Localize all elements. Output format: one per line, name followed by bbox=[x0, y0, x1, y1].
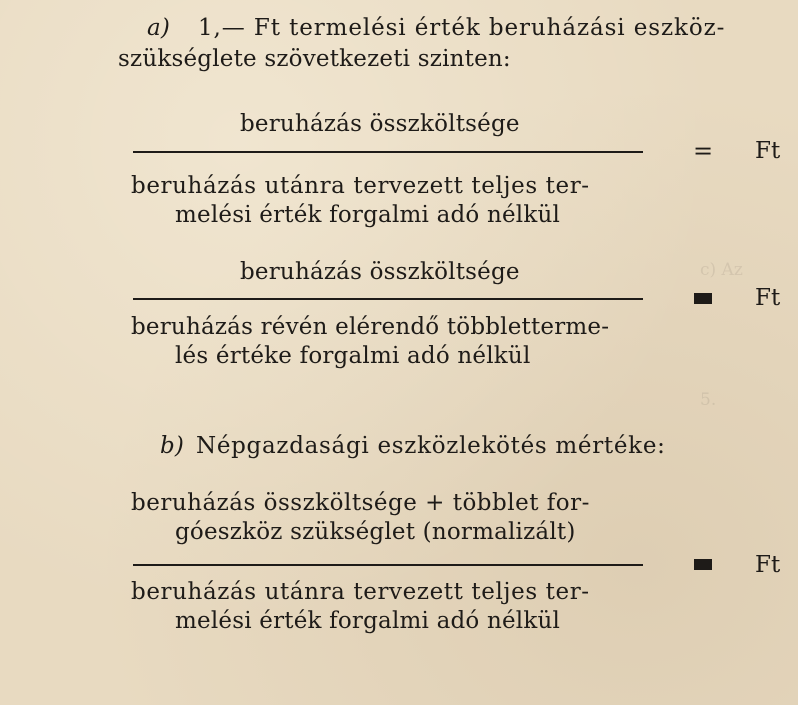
fraction3-numerator-line1: beruházás összköltsége + többlet for- bbox=[131, 490, 590, 516]
fraction2-denominator-line1: beruházás révén elérendő többletterme- bbox=[131, 314, 610, 340]
fraction3-unit: Ft bbox=[755, 552, 781, 578]
fraction1-unit: Ft bbox=[755, 138, 781, 164]
fraction1-bar bbox=[133, 151, 643, 153]
fraction1-denominator-line1: beruházás utánra tervezett teljes ter- bbox=[131, 173, 590, 199]
fraction1-numerator: beruházás összköltsége bbox=[240, 111, 520, 137]
fraction3-denominator-line2: melési érték forgalmi adó nélkül bbox=[175, 608, 561, 634]
fraction2-denominator-line2: lés értéke forgalmi adó nélkül bbox=[175, 343, 531, 369]
fraction2-numerator: beruházás összköltsége bbox=[240, 259, 520, 285]
section-a-line2: szükséglete szövetkezeti szinten: bbox=[118, 46, 511, 72]
bleed-through-text: 5. bbox=[700, 390, 717, 410]
fraction3-denominator-line1: beruházás utánra tervezett teljes ter- bbox=[131, 579, 590, 605]
fraction1-equals: = bbox=[693, 137, 714, 165]
fraction3-bar bbox=[133, 564, 643, 566]
fraction1-denominator-line2: melési érték forgalmi adó nélkül bbox=[175, 202, 561, 228]
section-b-text: Népgazdasági eszközlekötés mértéke: bbox=[196, 433, 666, 459]
fraction2-bar bbox=[133, 298, 643, 300]
fraction2-equals-mark bbox=[694, 293, 712, 304]
bleed-through-text: c) Az bbox=[700, 260, 743, 280]
section-a-label: a) bbox=[147, 15, 171, 41]
fraction3-numerator-line2: góeszköz szükséglet (normalizált) bbox=[175, 519, 576, 545]
fraction2-unit: Ft bbox=[755, 285, 781, 311]
fraction3-equals-mark bbox=[694, 559, 712, 570]
section-a-line1: 1,— Ft termelési érték beruházási eszköz- bbox=[198, 15, 726, 41]
section-b-label: b) bbox=[160, 433, 185, 459]
